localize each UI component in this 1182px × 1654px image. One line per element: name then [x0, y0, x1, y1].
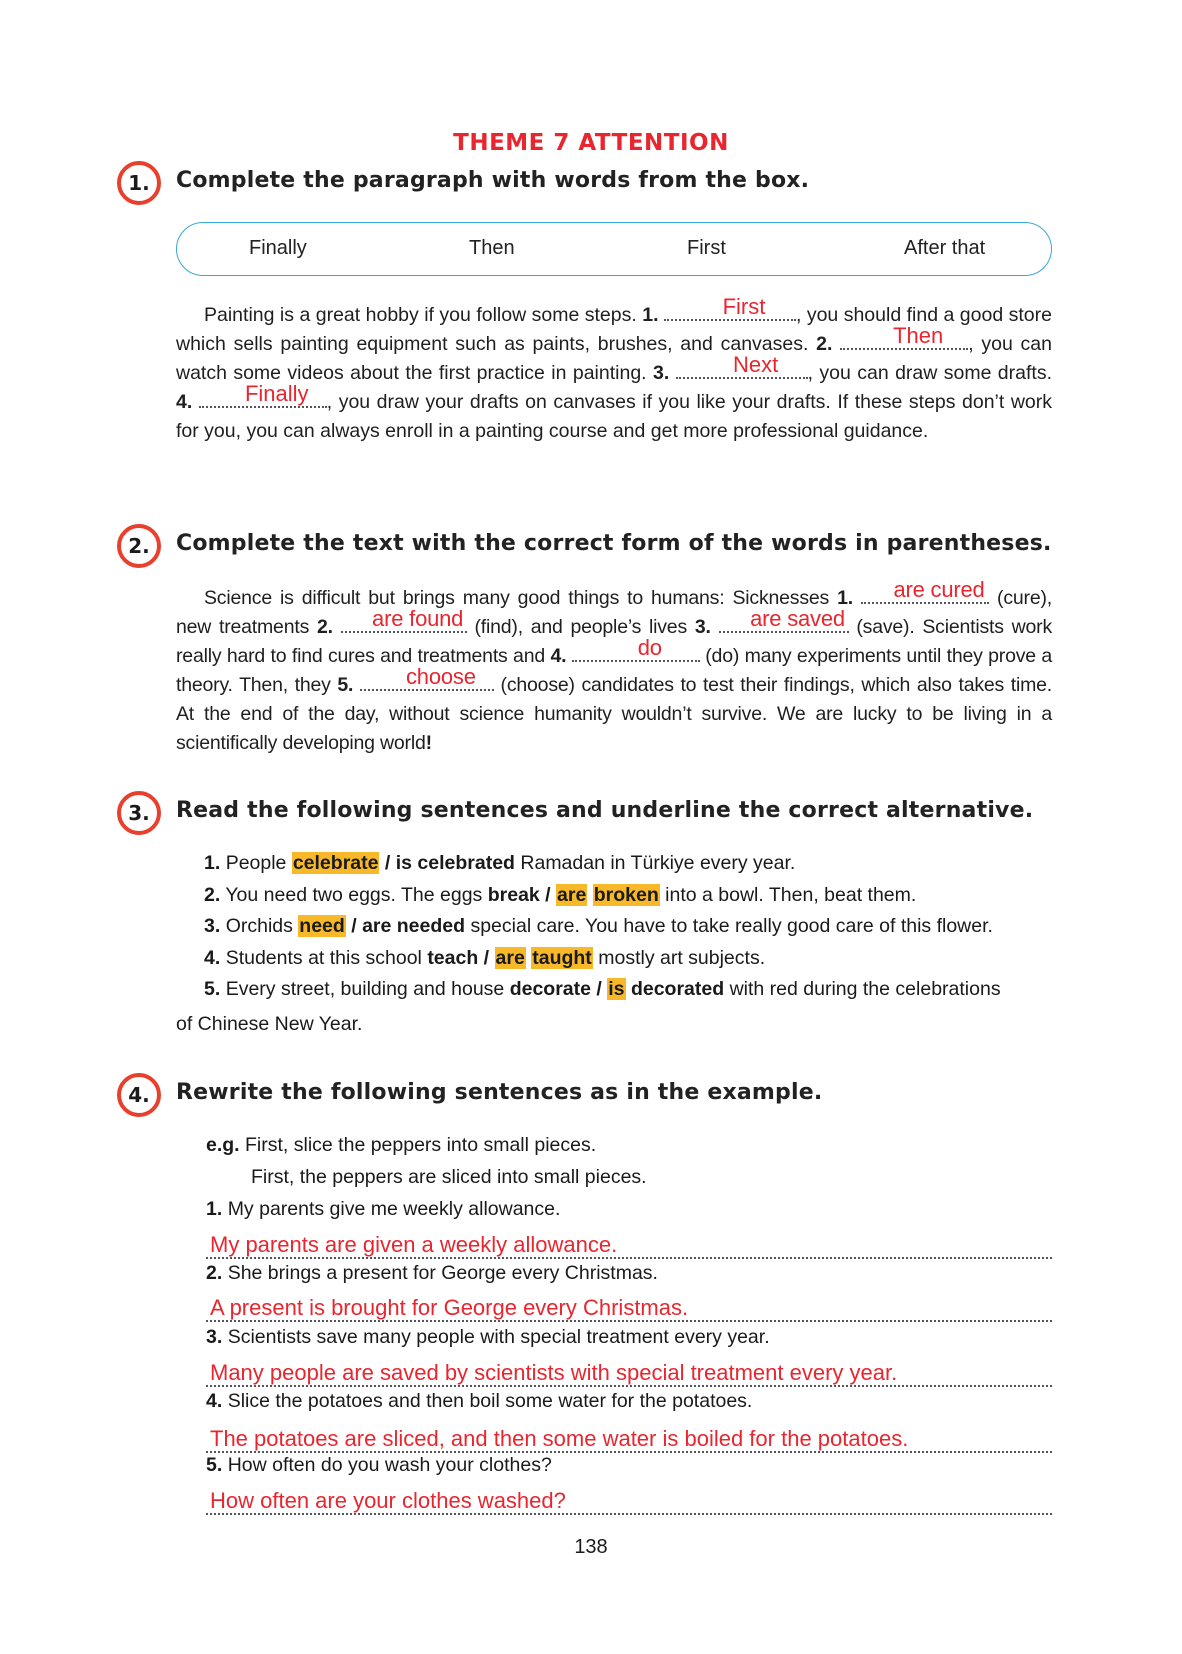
section-1-number: 1. — [117, 161, 161, 205]
section-4-number: 4. — [117, 1073, 161, 1117]
section-2-heading: Complete the text with the correct form of the words in parentheses. — [176, 531, 1052, 556]
option-highlighted[interactable]: celebrate — [292, 852, 379, 874]
answer-line[interactable]: How often are your clothes washed? — [206, 1489, 1052, 1515]
list-item: 2. You need two eggs. The eggs break / are broken into a bowl. Then, beat them. — [204, 883, 917, 906]
option-highlighted[interactable]: taught — [532, 946, 592, 969]
option[interactable]: decorated — [630, 978, 725, 1000]
section-1-heading: Complete the paragraph with words from the box. — [176, 168, 810, 193]
option-highlighted[interactable]: need — [299, 915, 345, 937]
rewrite-question: 2. She brings a present for George every Christmas. — [206, 1262, 658, 1284]
option[interactable]: decorate — [509, 978, 591, 1000]
word-box — [176, 222, 1052, 276]
blank-2[interactable]: are found — [341, 631, 467, 633]
section-2-paragraph: Science is difficult but brings many good things to humans: Sicknesses 1. are cured (cure), new treatments 2. are found (find), and people’s lives 3. are saved (save). Scientists work really hard to find cures and treatments and 4. do (do) many experiments until they prove a theory. Then, they 5. choose (choose) candidates to test their findings, which also takes time. At the end of the day, without science humanity wouldn’t survive. We are lucky to be living in a scientifically developing world! — [176, 577, 1053, 754]
answer-line[interactable]: A present is brought for George every Christmas. — [206, 1296, 1052, 1322]
example-question: e.g. First, slice the peppers into small pieces. — [206, 1134, 597, 1156]
blank-2[interactable]: Then — [840, 348, 968, 350]
list-item: 1. People celebrate / is celebrated Ramadan in Türkiye every year. — [204, 852, 796, 874]
blank-5[interactable]: choose — [360, 689, 494, 691]
option[interactable]: are needed — [362, 915, 466, 937]
list-item: 3. Orchids need / are needed special care. You have to take really good care of this flower. — [204, 915, 993, 937]
blank-1[interactable]: are cured — [861, 602, 989, 604]
option[interactable]: break — [487, 883, 540, 906]
section-2-number: 2. — [117, 524, 161, 568]
option[interactable]: is celebrated — [395, 852, 515, 874]
answer-line[interactable]: The potatoes are sliced, and then some water is boiled for the potatoes. — [206, 1427, 1052, 1453]
word-box-item: First — [687, 237, 726, 259]
list-item-continuation: of Chinese New Year. — [176, 1013, 363, 1035]
rewrite-question: 5. How often do you wash your clothes? — [206, 1454, 552, 1476]
rewrite-question: 3. Scientists save many people with special treatment every year. — [206, 1326, 770, 1348]
section-1-paragraph: Painting is a great hobby if you follow some steps. 1. First , you should find a good store which sells painting equipment such as paints, brushes, and canvases. 2. Then , you can watch some videos about the first practice in painting. 3. Next , you can draw some drafts. 4. Finally , you draw your drafts on canvases if you like your drafts. If these steps don’t work for you, you can always enroll in a painting course and get more professional guidance. — [176, 294, 1052, 442]
list-item: 4. Students at this school teach / are taught mostly art subjects. — [204, 946, 766, 969]
answer-line[interactable]: My parents are given a weekly allowance. — [206, 1233, 1052, 1259]
list-item: 5. Every street, building and house decorate / is decorated with red during the celebrations — [204, 978, 1001, 1000]
theme-title: THEME 7 ATTENTION — [453, 130, 729, 156]
rewrite-question: 1. My parents give me weekly allowance. — [206, 1198, 561, 1220]
blank-1[interactable]: First — [664, 319, 796, 321]
word-box-item: Finally — [249, 237, 307, 259]
section-3-list — [204, 848, 1056, 1006]
option[interactable]: teach — [427, 946, 479, 969]
page-number: 138 — [574, 1536, 608, 1558]
blank-4[interactable]: do — [572, 660, 700, 662]
option-highlighted[interactable]: broken — [593, 883, 659, 906]
word-box-item: After that — [904, 237, 986, 259]
section-3-heading: Read the following sentences and underline the correct alternative. — [176, 798, 1034, 823]
blank-3[interactable]: Next — [676, 377, 808, 379]
blank-4[interactable]: Finally — [199, 406, 327, 408]
word-box-item: Then — [469, 237, 515, 259]
section-4-heading: Rewrite the following sentences as in the example. — [176, 1080, 823, 1105]
blank-3[interactable]: are saved — [719, 631, 849, 633]
rewrite-question: 4. Slice the potatoes and then boil some water for the potatoes. — [206, 1390, 753, 1412]
answer-line[interactable]: Many people are saved by scientists with special treatment every year. — [206, 1361, 1052, 1387]
option-highlighted[interactable]: is — [608, 978, 625, 1000]
option-highlighted[interactable]: are — [495, 946, 525, 969]
option-highlighted[interactable]: are — [557, 883, 587, 906]
example-answer: First, the peppers are sliced into small pieces. — [251, 1166, 647, 1188]
section-3-number: 3. — [117, 791, 161, 835]
